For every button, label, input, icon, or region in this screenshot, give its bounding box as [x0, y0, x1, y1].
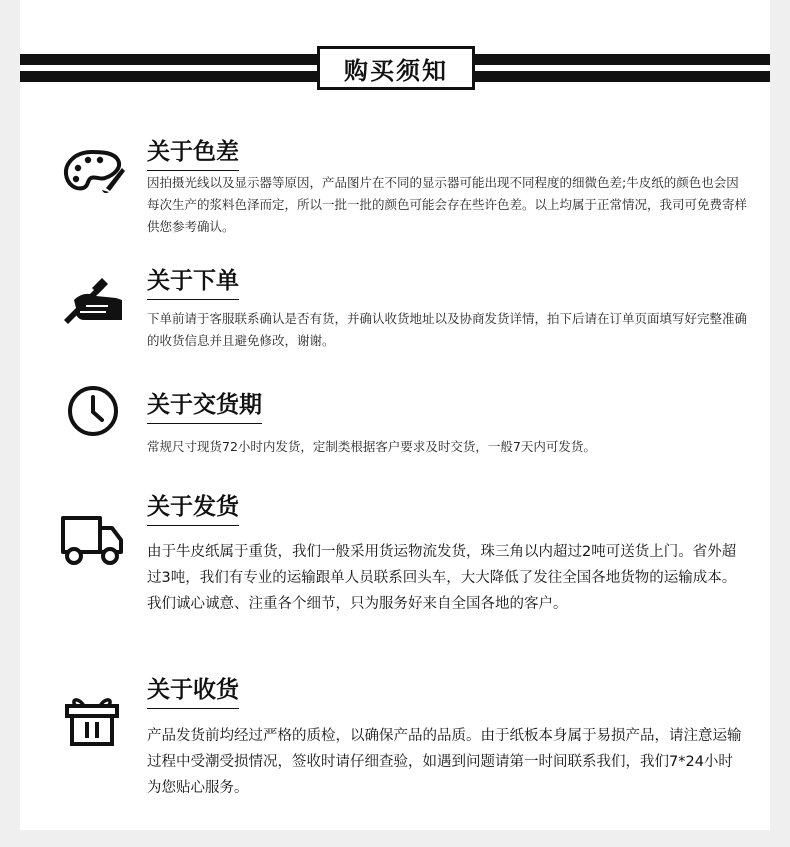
- section-text: 由于牛皮纸属于重货，我们一般采用货运物流发货，珠三角以内超过2吨可送货上门。省外超过3吨，我们有专业的运输跟单人员联系回头车，大大降低了发往全国各地货物的运输成本。我们诚心诚意、注重各个细节，只为服务好来自全国各地的客户。: [147, 544, 737, 612]
- clock-icon: [66, 384, 120, 438]
- section-text: 常规尺寸现货72小时内发货，定制类根据客户要求及时交货，一般7天内可发货。: [147, 439, 596, 454]
- banner-title-box: [317, 46, 475, 90]
- section-heading: 关于色差: [147, 133, 239, 171]
- title-banner: [20, 46, 770, 92]
- page-title: 购买须知: [344, 56, 448, 85]
- section-heading: 关于收货: [147, 671, 239, 709]
- section-text: 产品发货前均经过严格的质检，以确保产品的品质。由于纸板本身属于易损产品，请注意运输过程中受潮受损情况，签收时请仔细查验，如遇到问题请第一时间联系我们，我们7*24小时为您贴心服务。: [147, 728, 742, 796]
- section-heading: 关于下单: [147, 262, 239, 300]
- gift-box-icon: [64, 694, 120, 748]
- truck-icon: [60, 514, 124, 566]
- section-heading: 关于发货: [147, 488, 239, 526]
- writing-hand-icon: [62, 278, 124, 324]
- palette-icon: [62, 148, 126, 196]
- section-text: 下单前请于客服联系确认是否有货，并确认收货地址以及协商发货详情，拍下后请在订单页面填写好完整准确的收货信息并且避免修改，谢谢。: [147, 311, 748, 348]
- notice-card: [20, 0, 770, 830]
- section-heading: 关于交货期: [147, 386, 262, 424]
- section-text: 因拍摄光线以及显示器等原因，产品图片在不同的显示器可能出现不同程度的细微色差;牛皮纸的颜色也会因每次生产的浆料色泽而定，所以一批一批的颜色可能会存在些许色差。以上均属于正常情况，我司可免费寄样供您参考确认。: [147, 175, 748, 234]
